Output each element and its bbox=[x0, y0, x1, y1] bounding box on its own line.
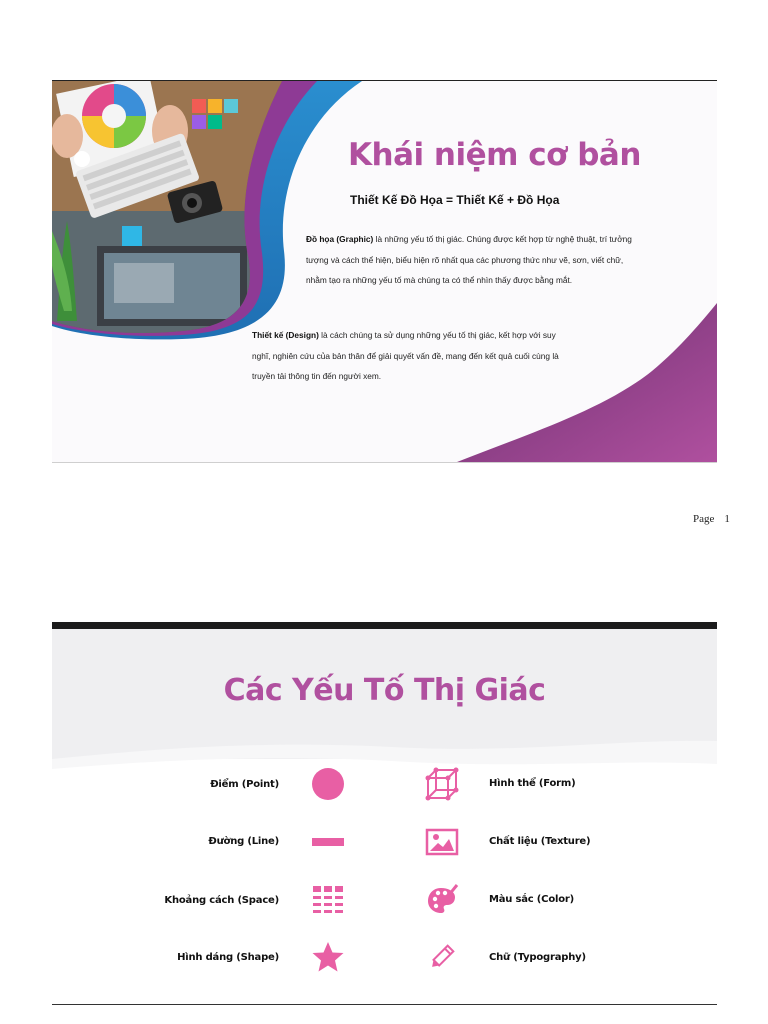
cube-icon bbox=[424, 766, 460, 802]
slide-title: Các Yếu Tố Thị Giác bbox=[223, 673, 546, 708]
palette-icon bbox=[424, 881, 460, 917]
slide-subtitle: Thiết Kế Đồ Họa = Thiết Kế + Đồ Họa bbox=[350, 193, 560, 207]
line-icon bbox=[310, 824, 346, 860]
slide-visual-elements bbox=[52, 622, 717, 1005]
star-icon bbox=[310, 939, 346, 975]
image-icon bbox=[424, 824, 460, 860]
label-shape: Hình dáng (Shape) bbox=[177, 952, 279, 963]
slide-title: Khái niệm cơ bản bbox=[348, 137, 641, 173]
graphic-definition bbox=[306, 229, 636, 291]
label-texture: Chất liệu (Texture) bbox=[489, 836, 591, 847]
label-point: Điểm (Point) bbox=[210, 779, 279, 790]
pencil-icon bbox=[424, 939, 460, 975]
graphic-text: là những yếu tố thị giác. Chúng được kết hợp từ nghệ thuật, trí tưởng tượng và cách thể hiện, biểu hiện rõ nhất qua các phương thức như vẽ, sơn, viết chữ, nhằm tạo ra những yếu tố mà chúng ta có thể nhìn thấy được bằng mắt. bbox=[306, 234, 632, 285]
page-label-text: Page bbox=[693, 513, 715, 525]
label-space: Khoảng cách (Space) bbox=[164, 895, 279, 906]
circle-icon bbox=[310, 766, 346, 802]
page-number bbox=[693, 513, 730, 525]
grid-icon bbox=[310, 881, 346, 917]
label-typography: Chữ (Typography) bbox=[489, 952, 586, 963]
graphic-term: Đồ họa (Graphic) bbox=[306, 234, 374, 244]
slide-basic-concepts bbox=[52, 80, 717, 463]
label-color: Màu sắc (Color) bbox=[489, 894, 574, 905]
page-number-value: 1 bbox=[724, 513, 730, 525]
design-term: Thiết kế (Design) bbox=[252, 330, 319, 340]
design-definition bbox=[252, 325, 572, 387]
design-text: là cách chúng ta sử dụng những yếu tố thị giác, kết hợp với suy nghĩ, nghiên cứu của bản thân để giải quyết vấn đề, mang đến kết quả cuối cùng là truyền tải thông tin đến người xem. bbox=[252, 330, 559, 381]
label-line: Đường (Line) bbox=[208, 836, 279, 847]
label-form: Hình thể (Form) bbox=[489, 778, 576, 789]
